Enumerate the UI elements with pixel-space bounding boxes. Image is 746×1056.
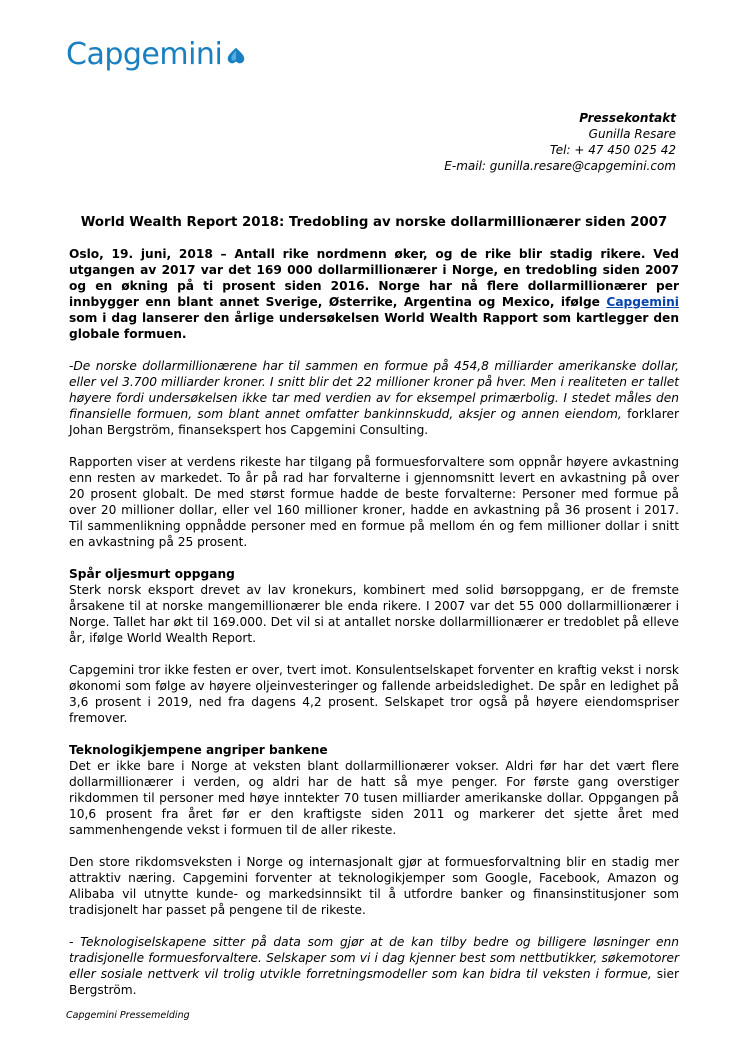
capgemini-link[interactable]: Capgemini — [606, 295, 679, 309]
lead-paragraph — [69, 246, 679, 342]
body-paragraph-5: Den store rikdomsveksten i Norge og internasjonalt gjør at formuesforvaltning blir en stadig mer attraktiv næring. Capgemini forventer at teknologikjemper som Google, Facebook, Amazon og Alibaba vil utnytte kunde- og markedsinnsikt til å utfordre banker og finansinstitusjoner som tradisjonelt har passet på pengene til de rikeste. — [69, 855, 679, 917]
quote-2-attribution: sier Bergström. — [69, 967, 679, 997]
article-body — [69, 246, 679, 1014]
section-heading-1: Spår oljesmurt oppgang — [69, 567, 235, 581]
quote-paragraph-1 — [69, 358, 679, 438]
quote-paragraph-2 — [69, 934, 679, 998]
section-heading-2: Teknologikjempene angriper bankene — [69, 743, 328, 757]
spade-icon — [225, 45, 247, 67]
document-title: World Wealth Report 2018: Tredobling av norske dollarmillionærer siden 2007 — [80, 215, 668, 230]
press-contact-block — [444, 110, 676, 174]
lead-text-before: Oslo, 19. juni, 2018 – Antall rike nordmenn øker, og de rike blir stadig rikere. Ved utgangen av 2017 var det 169 000 dollarmillionærer i Norge, en tredobling siden 2007 og en økning på ti prosent siden 2016. Norge har nå flere dollarmillionærer per innbygger enn blant annet Sverige, Østerrike, Argentina og Mexico, ifølge — [69, 247, 679, 309]
contact-phone: Tel: + 47 450 025 42 — [549, 143, 676, 157]
capgemini-logo — [66, 30, 247, 80]
lead-text-after: som i dag lanserer den årlige undersøkelsen World Wealth Rapport som kartlegger den globale formuen. — [69, 311, 679, 341]
body-paragraph-4: Det er ikke bare i Norge at veksten blant dollarmillionærer vokser. Aldri før har det vært flere dollarmillionærer i verden, og aldri har de hatt så mye penger. For første gang overstiger rikdommen til personer med høye inntekter 70 tusen milliarder amerikanske dollar. Oppgangen på 10,6 prosent fra året før er den kraftigste siden 2011 og markerer det sjette året med sammenhengende vekst i formuen til de aller rikeste. — [69, 759, 679, 837]
contact-name: Gunilla Resare — [588, 127, 676, 141]
quote-1-attribution: forklarer Johan Bergström, finansekspert hos Capgemini Consulting. — [69, 407, 679, 437]
body-paragraph-3: Capgemini tror ikke festen er over, tvert imot. Konsulentselskapet forventer en kraftig vekst i norsk økonomi som følge av høyere oljeinvesteringer og fallende arbeidsledighet. De spår en ledighet på 3,6 prosent i 2019, ned fra dagens 4,2 prosent. Selskapet tror også på høyere eiendomspriser fremover. — [69, 663, 679, 725]
quote-1-text: -De norske dollarmillionærene har til sammen en formue på 454,8 milliarder amerikanske dollar, eller vel 3.700 milliarder kroner. I snitt blir det 22 millioner kroner på hver. Men i realiteten er tallet høyere fordi undersøkelsen ikke tar med verdien av for eksempel primærbolig. I stedet måles den finansielle formuen, som blant annet omfatter bankinnskudd, aksjer og annen eiendom, — [69, 359, 679, 421]
quote-2-text: - Teknologiselskapene sitter på data som gjør at de kan tilby bedre og billigere løsninger enn tradisjonelle formuesforvaltere. Selskaper som vi i dag kjenner best som nettbutikker, søkemotorer eller sosiale nettverk vil trolig utvikle forretningsmodeller som kan bidra til veksten i formue, — [69, 935, 679, 981]
contact-heading: Pressekontakt — [579, 111, 676, 125]
body-paragraph-1: Rapporten viser at verdens rikeste har tilgang på formuesforvaltere som oppnår høyere avkastning enn resten av markedet. To år på rad har forvalterne i gjennomsnitt levert en avkastning på over 20 prosent globalt. De med størst formue hadde de beste forvalterne: Personer med formue på over 20 millioner dollar, eller vel 160 millioner kroner, hadde en avkastning på 36 prosent i 2017. Til sammenlikning oppnådde personer med en formue på mellom én og fem millioner dollar i snitt en avkastning på 25 prosent. — [69, 455, 679, 549]
contact-email: E-mail: gunilla.resare@capgemini.com — [444, 159, 676, 173]
logo-wordmark: Capgemini — [66, 37, 223, 72]
body-paragraph-2: Sterk norsk eksport drevet av lav kronekurs, kombinert med solid børsoppgang, er de fremste årsakene til at norske mangemillionærer ble enda rikere. I 2007 var det 55 000 dollarmillionærer i Norge. Tallet har økt til 169.000. Det vil si at antallet norske dollarmillionærer er tredoblet på elleve år, ifølge World Wealth Report. — [69, 583, 679, 645]
page-footer: Capgemini Pressemelding — [66, 1010, 190, 1021]
